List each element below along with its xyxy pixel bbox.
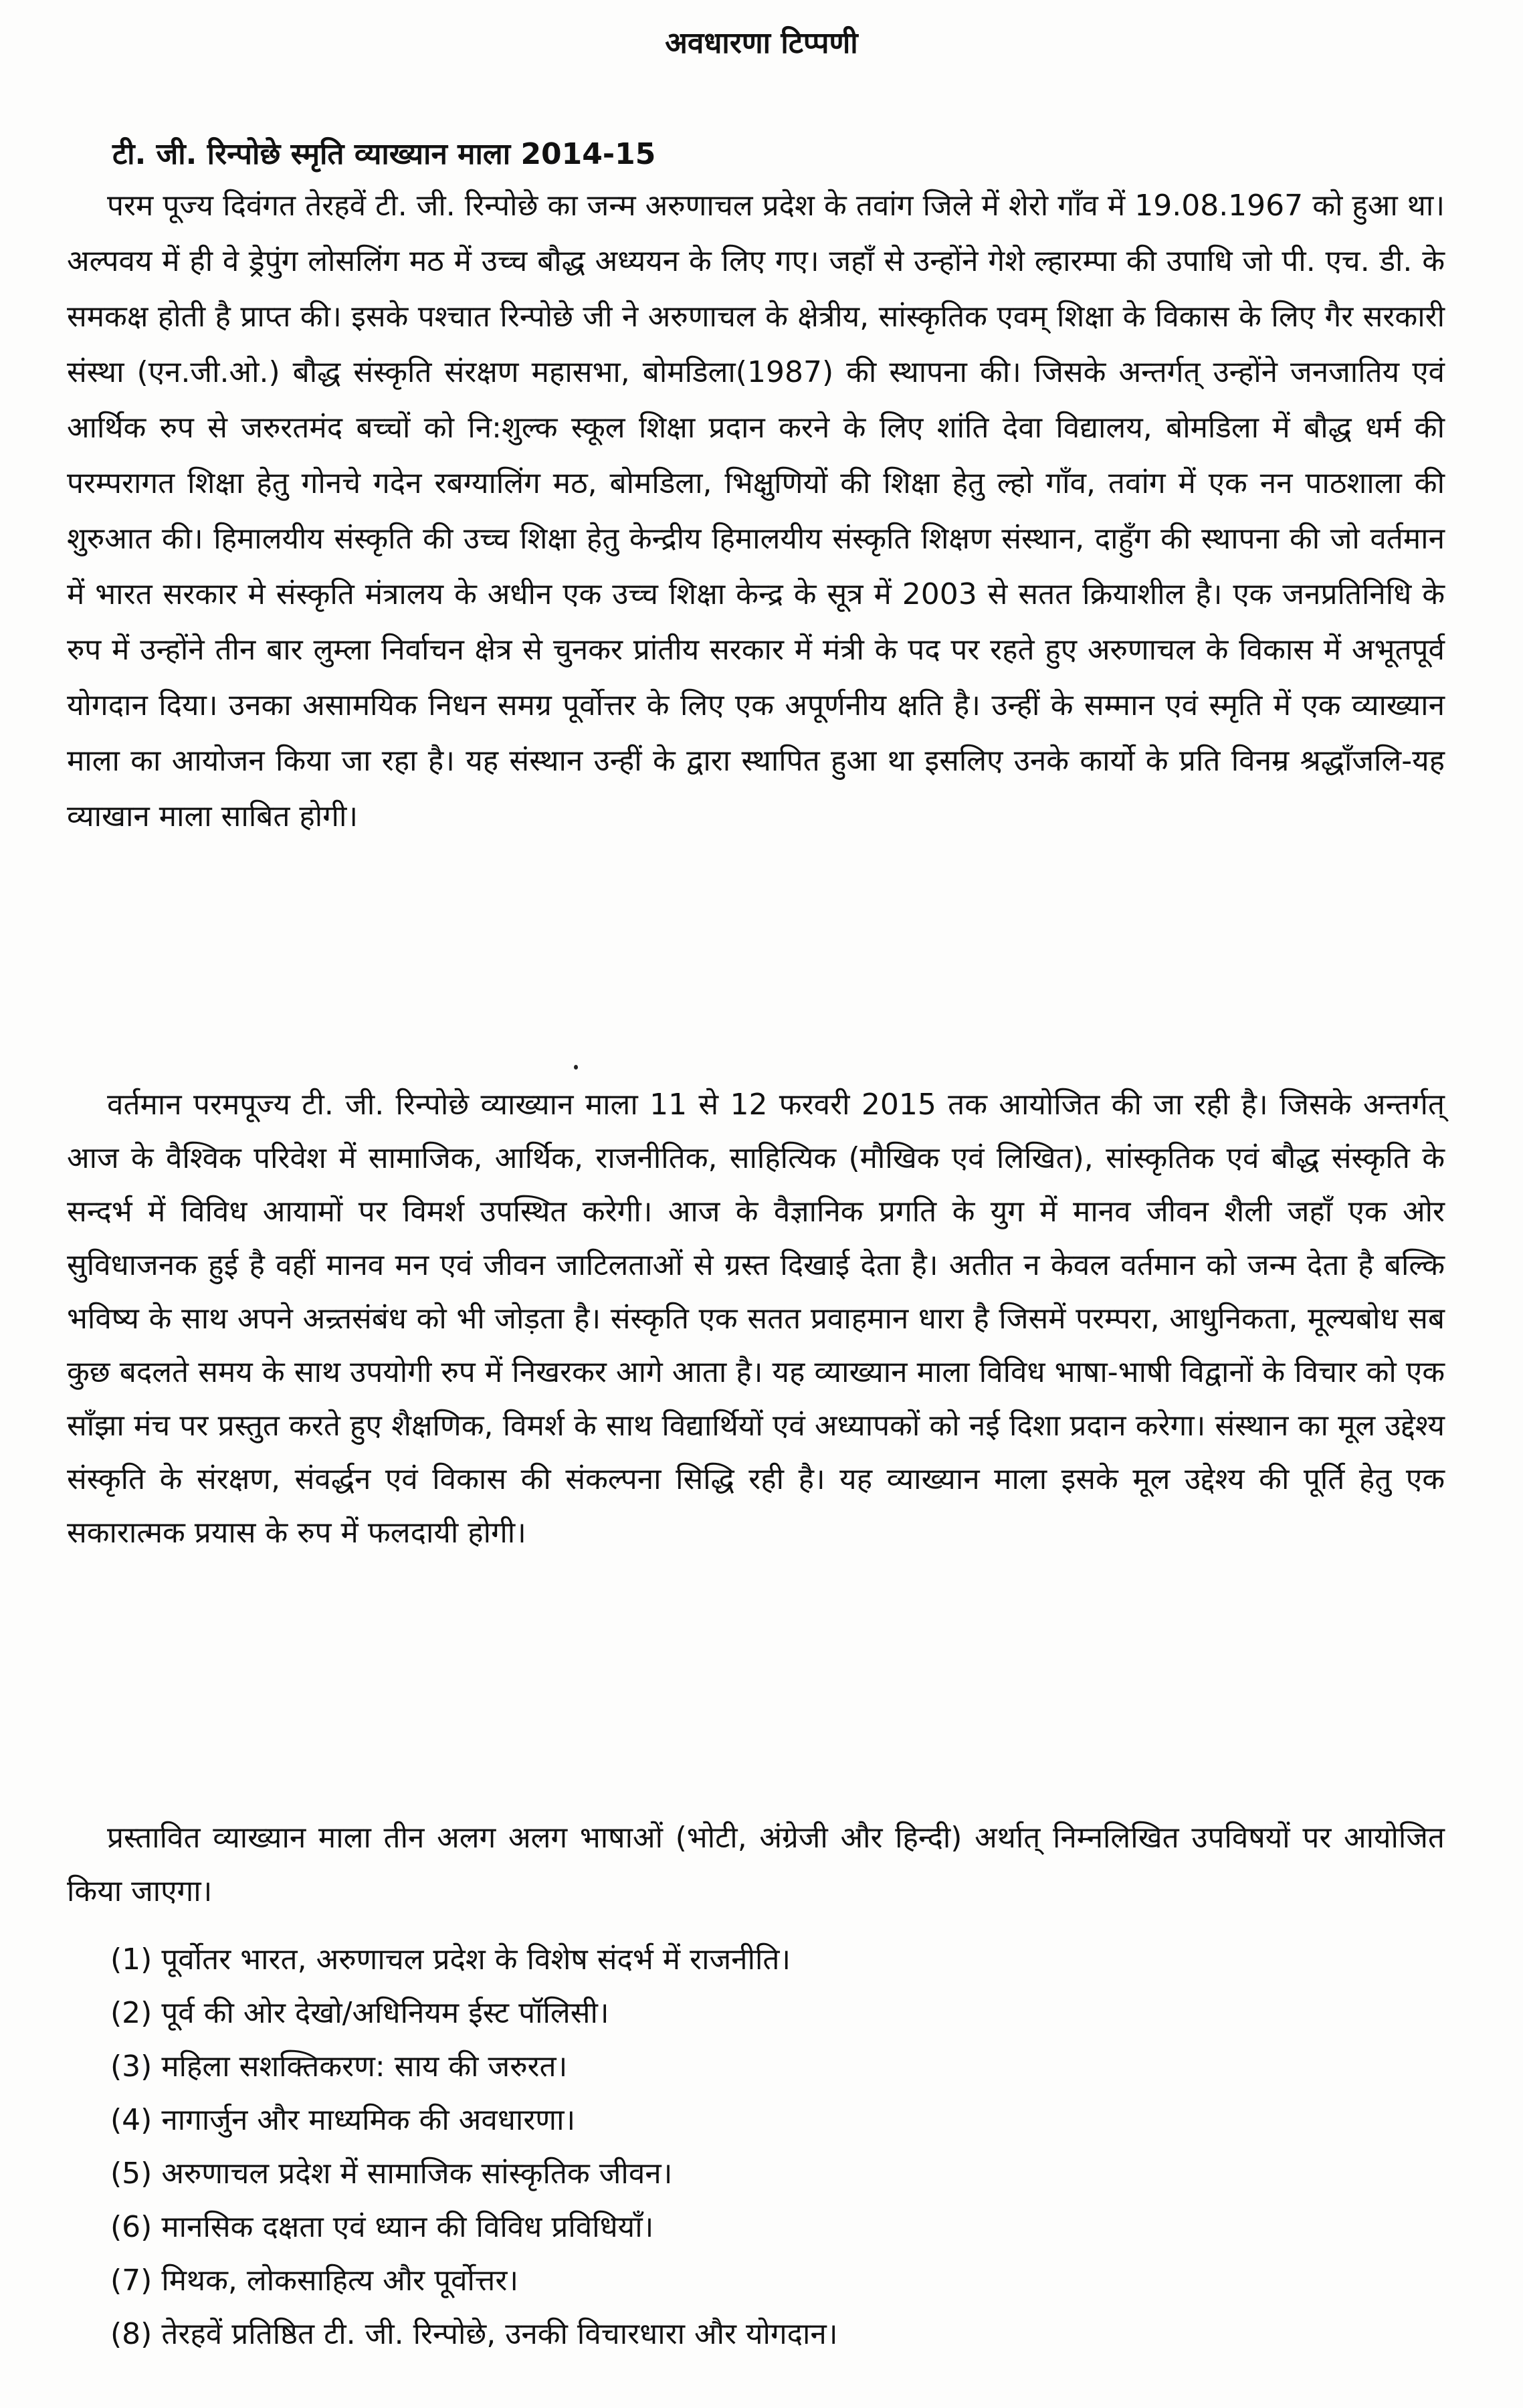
paragraph-lecture-series: वर्तमान परमपूज्य टी. जी. रिन्पोछे व्याख्यान माला 11 से 12 फरवरी 2015 तक आयोजित की जा रही है। जिसके अन्तर्गत् आज के वैश्विक परिवेश में सामाजिक, आर्थिक, राजनीतिक, साहित्यिक (मौखिक एवं लिखित), सांस्कृतिक एवं बौद्ध संस्कृति के सन्दर्भ में विविध आयामों पर विमर्श उपस्थित करेगी। आज के वैज्ञानिक प्रगति के युग में मानव जीवन शैली जहाँ एक ओर सुविधाजनक हुई है वहीं मानव मन एवं जीवन जाटिलताओं से ग्रस्त दिखाई देता है। अतीत न केवल वर्तमान को जन्म देता है बल्कि भविष्य के साथ अपने अन्र्तसंबंध को भी जोड़ता है। संस्कृति एक सतत प्रवाहमान धारा है जिसमें परम्परा, आधुनिकता, मूल्यबोध सब कुछ बदलते समय के साथ उपयोगी रुप में निखरकर आगे आता है। यह व्याख्यान माला विविध भाषा-भाषी विद्वानों के विचार को एक साँझा मंच पर प्रस्तुत करते हुए शैक्षणिक, विमर्श के साथ विद्यार्थियों एवं अध्यापकों को नई दिशा प्रदान करेगा। संस्थान का मूल उद्देश्य संस्कृति के संरक्षण, संवर्द्धन एवं विकास की संकल्पना सिद्धि रही है। यह व्याख्यान माला इसके मूल उद्देश्य की पूर्ति हेतु एक सकारात्मक प्रयास के रुप में फलदायी होगी। [67,1088,1445,1550]
lecture-series-heading: टी. जी. रिन्पोछे स्मृति व्याख्यान माला 2014-15 [112,137,656,171]
topic-item: (7) मिथक, लोकसाहित्य और पूर्वोत्तर। [110,2264,519,2298]
topic-item: (8) तेरहवें प्रतिष्ठित टी. जी. रिन्पोछे, उनकी विचारधारा और योगदान। [110,2317,838,2351]
topic-item: (3) महिला सशक्तिकरण: साय की जरुरत। [110,2049,568,2084]
topic-item: (2) पूर्व की ओर देखो/अधिनियम ईस्ट पॉलिसी। [110,1996,609,2030]
paragraph-biography: परम पूज्य दिवंगत तेरहवें टी. जी. रिन्पोछे का जन्म अरुणाचल प्रदेश के तवांग जिले में शेरो गाँव में 19.08.1967 को हुआ था। अल्पवय में ही वे ड्रेपुंग लोसलिंग मठ में उच्च बौद्ध अध्ययन के लिए गए। जहाँ से उन्होंने गेशे ल्हारम्पा की उपाधि जो पी. एच. डी. के समकक्ष होती है प्राप्त की। इसके पश्चात रिन्पोछे जी ने अरुणाचल के क्षेत्रीय, सांस्कृतिक एवम् शिक्षा के विकास के लिए गैर सरकारी संस्था (एन.जी.ओ.) बौद्ध संस्कृति संरक्षण महासभा, बोमडिला(1987) की स्थापना की। जिसके अन्तर्गत् उन्होंने जनजातिय एवं आर्थिक रुप से जरुरतमंद बच्चों को नि:शुल्क स्कूल शिक्षा प्रदान करने के लिए शांति देवा विद्यालय, बोमडिला में बौद्ध धर्म की परम्परागत शिक्षा हेतु गोनचे गदेन रबग्यालिंग मठ, बोमडिला, भिक्षुणियों की शिक्षा हेतु ल्हो गाँव, तवांग में एक नन पाठशाला की शुरुआत की। हिमालयीय संस्कृति की उच्च शिक्षा हेतु केन्द्रीय हिमालयीय संस्कृति शिक्षण संस्थान, दाहुँग की स्थापना की जो वर्तमान में भारत सरकार मे संस्कृति मंत्रालय के अधीन एक उच्च शिक्षा केन्द्र के सूत्र में 2003 से सतत क्रियाशील है। एक जनप्रतिनिधि के रुप में उन्होंने तीन बार लुम्ला निर्वाचन क्षेत्र से चुनकर प्रांतीय सरकार में मंत्री के पद पर रहते हुए अरुणाचल के विकास में अभूतपूर्व योगदान दिया। उनका असामयिक निधन समग्र पूर्वोत्तर के लिए एक अपूर्णनीय क्षति है। उन्हीं के सम्मान एवं स्मृति में एक व्याख्यान माला का आयोजन किया जा रहा है। यह संस्थान उन्हीं के द्वारा स्थापित हुआ था इसलिए उनके कार्यो के प्रति विनम्र श्रद्धाँजलि-यह व्याखान माला साबित होगी। [67,189,1445,833]
topic-item: (1) पूर्वोतर भारत, अरुणाचल प्रदेश के विशेष संदर्भ में राजनीति। [110,1942,791,1977]
topic-item: (5) अरुणाचल प्रदेश में सामाजिक सांस्कृतिक जीवन। [110,2156,673,2191]
scan-speck [574,1065,578,1070]
topic-list [110,1933,1441,2361]
paragraph-proposed-topics: प्रस्तावित व्याख्यान माला तीन अलग अलग भाषाओं (भोटी, अंग्रेजी और हिन्दी) अर्थात् निम्नलिखित उपविषयों पर आयोजित किया जाएगा। [67,1821,1445,1908]
topic-item: (6) मानसिक दक्षता एवं ध्यान की विविध प्रविधियाँ। [110,2210,654,2244]
topic-item: (4) नागार्जुन और माध्यमिक की अवधारणा। [110,2103,576,2137]
document-title: अवधारणा टिप्पणी [665,26,858,60]
